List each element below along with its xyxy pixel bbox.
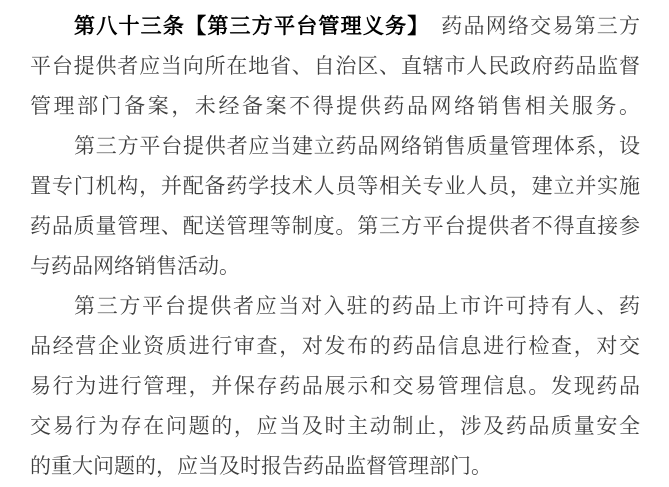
line-text: 置专门机构，并配备药学技术人员等相关专业人员，建立并实施 (30, 174, 640, 198)
text-line (30, 86, 640, 126)
text-line (30, 46, 640, 86)
text-line (30, 446, 640, 486)
line-text: 第三方平台提供者应当对入驻的药品上市许可持有人、药 (74, 294, 640, 318)
line-text: 药品网络交易第三方 (419, 14, 640, 38)
line-text: 药品质量管理、配送管理等制度。第三方平台提供者不得直接参 (30, 214, 640, 238)
line-text: 易行为进行管理，并保存药品展示和交易管理信息。发现药品 (30, 374, 640, 398)
line-text: 管理部门备案，未经备案不得提供药品网络销售相关服务。 (30, 94, 640, 118)
text-line (30, 406, 640, 446)
text-line (30, 366, 640, 406)
text-line (30, 166, 640, 206)
line-text: 第三方平台提供者应当建立药品网络销售质量管理体系，设 (74, 134, 640, 158)
text-line (30, 206, 640, 246)
article-text-block (30, 6, 640, 486)
text-line (30, 326, 640, 366)
text-line (30, 6, 640, 46)
line-text: 的重大问题的，应当及时报告药品监督管理部门。 (30, 454, 492, 478)
line-text: 交易行为存在问题的，应当及时主动制止，涉及药品质量安全 (30, 414, 640, 438)
text-line (30, 246, 640, 286)
line-text: 品经营企业资质进行审查，对发布的药品信息进行检查，对交 (30, 334, 640, 358)
text-line (30, 126, 640, 166)
line-text: 与药品网络销售活动。 (30, 254, 240, 278)
line-text: 平台提供者应当向所在地省、自治区、直辖市人民政府药品监督 (30, 54, 640, 78)
article-number-heading: 第八十三条【第三方平台管理义务】 (74, 15, 420, 38)
text-line (30, 286, 640, 326)
